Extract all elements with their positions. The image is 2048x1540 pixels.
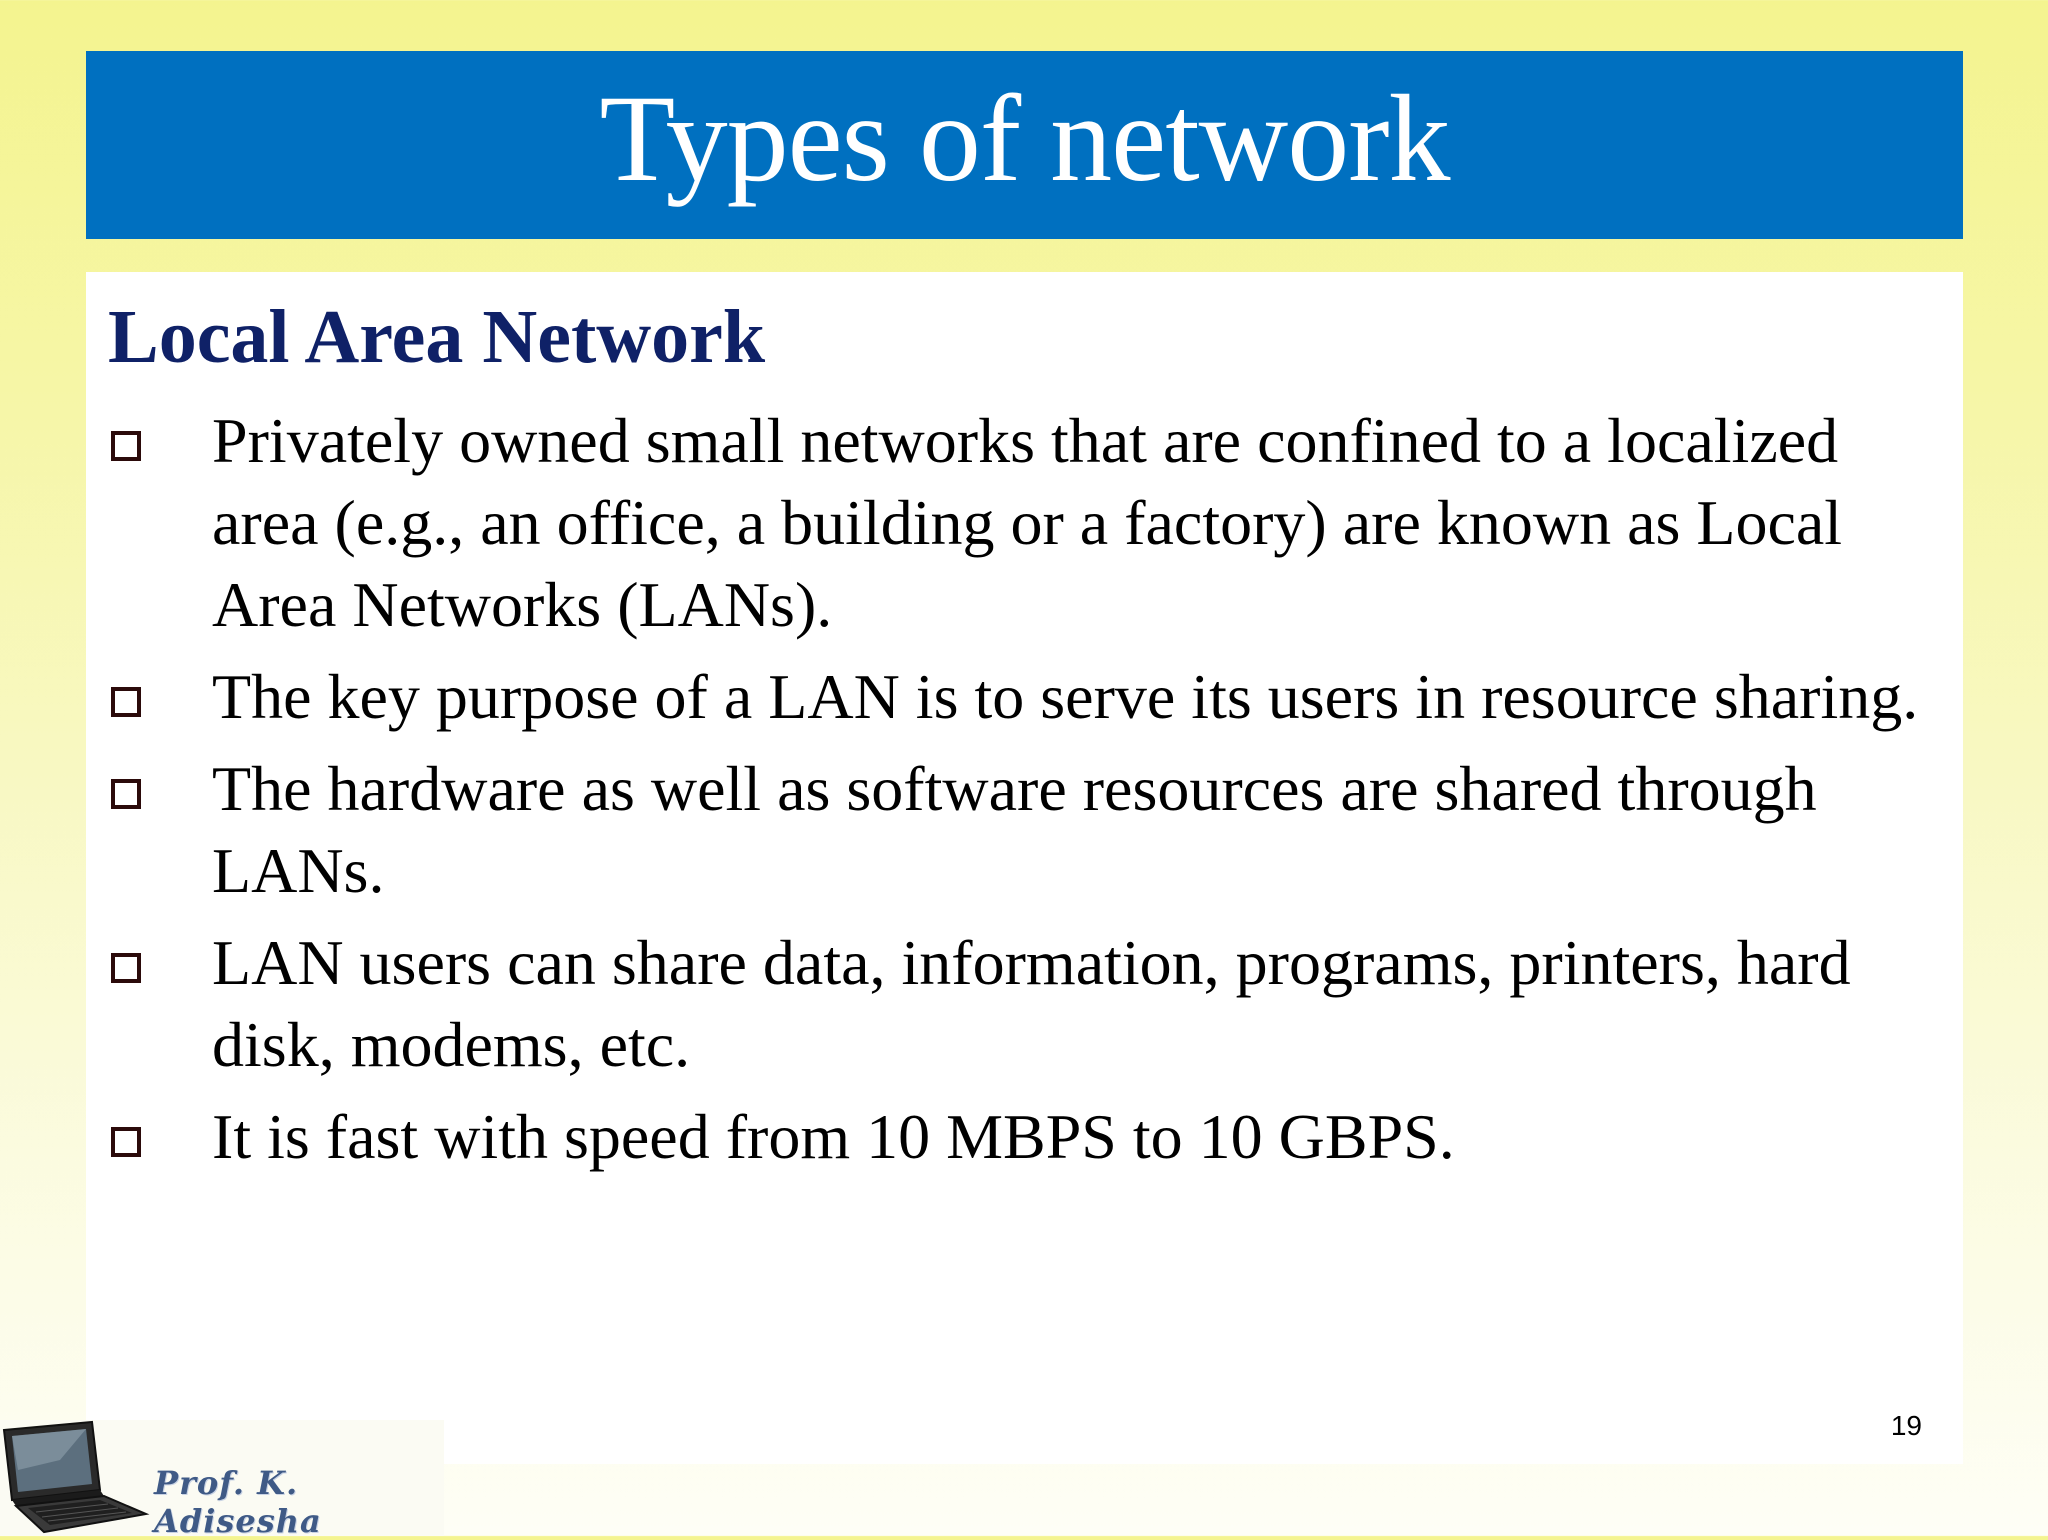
bullet-text: Privately owned small networks that are confined to a localized area (e.g., an office, a building or a factory) are known as Local Area Networks (LANs).	[212, 405, 1843, 640]
square-bullet-icon	[111, 779, 141, 809]
title-bar	[86, 51, 1963, 239]
square-bullet-icon	[111, 1127, 141, 1157]
bullet-text: The key purpose of a LAN is to serve its users in resource sharing.	[212, 661, 1919, 732]
bullet-list	[86, 400, 1963, 1188]
square-bullet-icon	[111, 687, 141, 717]
page-number: 19	[1890, 1410, 1922, 1441]
author-name: Prof. K. Adisesha	[154, 1464, 322, 1540]
slide-title: Types of network	[599, 70, 1450, 207]
laptop-icon	[0, 1420, 150, 1536]
square-bullet-icon	[111, 953, 141, 983]
square-bullet-icon	[111, 431, 141, 461]
bullet-item	[86, 1096, 1963, 1178]
bullet-item	[86, 922, 1963, 1086]
bullet-text: It is fast with speed from 10 MBPS to 10 GBPS.	[212, 1101, 1455, 1172]
footer-logo	[0, 1420, 444, 1540]
bullet-text: LAN users can share data, information, programs, printers, hard disk, modems, etc.	[212, 927, 1851, 1080]
bullet-text: The hardware as well as software resources are shared through LANs.	[212, 753, 1817, 906]
bullet-item	[86, 656, 1963, 738]
section-heading: Local Area Network	[108, 295, 766, 379]
bullet-item	[86, 400, 1963, 646]
content-panel	[86, 272, 1963, 1464]
bullet-item	[86, 748, 1963, 912]
